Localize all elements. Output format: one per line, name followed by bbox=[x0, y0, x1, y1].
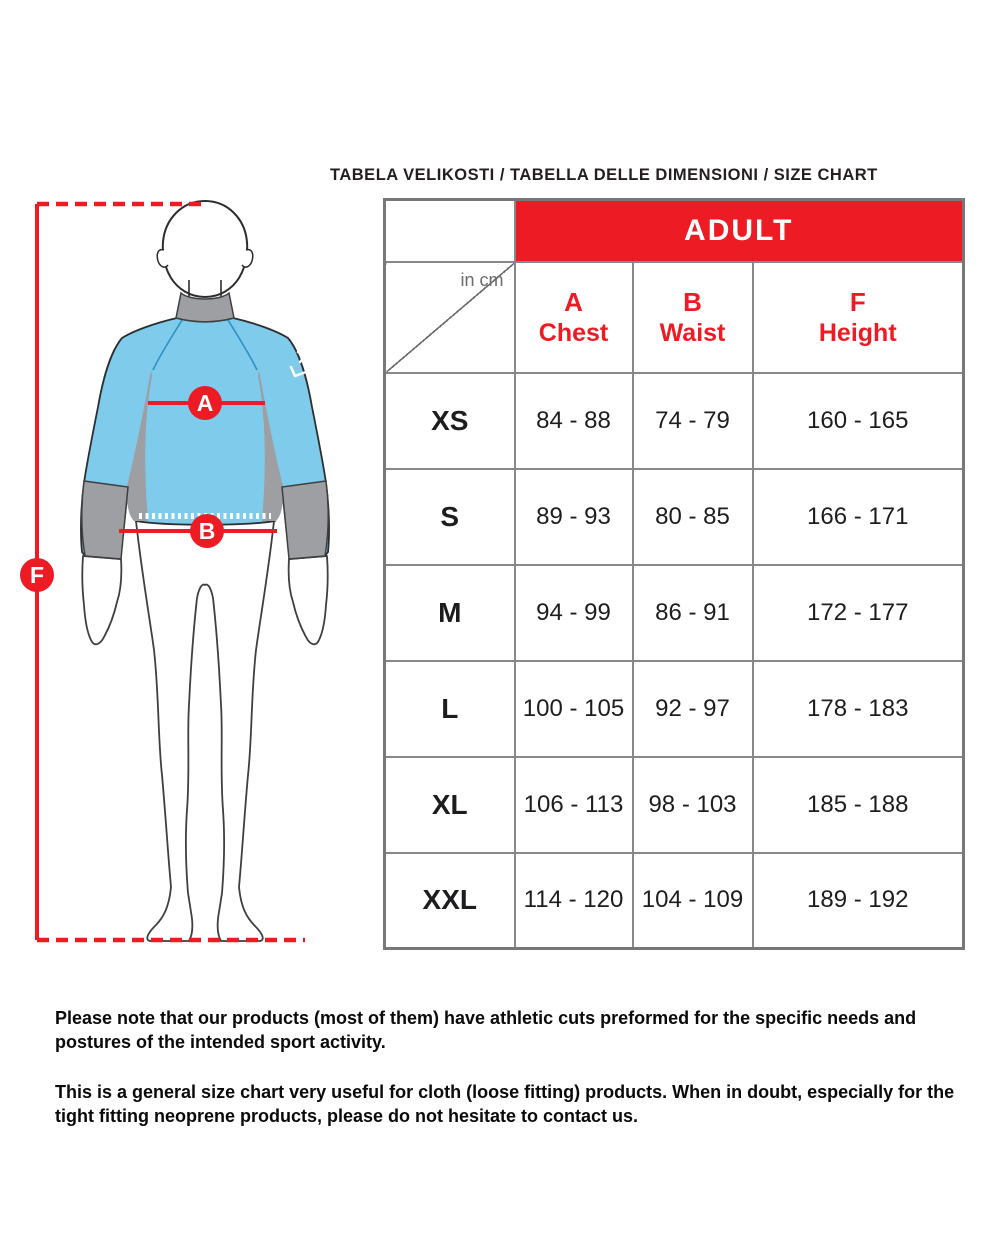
page-title: TABELA VELIKOSTI / TABELLA DELLE DIMENSIONI / SIZE CHART bbox=[330, 166, 878, 184]
waist-value: 98 - 103 bbox=[633, 757, 753, 853]
height-value: 189 - 192 bbox=[753, 853, 964, 949]
waist-value: 92 - 97 bbox=[633, 661, 753, 757]
mannequin-diagram bbox=[15, 190, 360, 960]
height-value: 178 - 183 bbox=[753, 661, 964, 757]
right-hand bbox=[289, 556, 328, 644]
waist-marker-label: B bbox=[198, 518, 216, 544]
adult-banner: ADULT bbox=[515, 200, 964, 263]
size-label: XXL bbox=[385, 853, 515, 949]
waist-value: 86 - 91 bbox=[633, 565, 753, 661]
body-legs bbox=[136, 521, 274, 941]
unit-label: in cm bbox=[460, 270, 504, 291]
corner-blank-cell bbox=[385, 200, 515, 263]
left-cuff bbox=[82, 481, 128, 559]
chest-value: 114 - 120 bbox=[515, 853, 633, 949]
waist-value: 74 - 79 bbox=[633, 373, 753, 469]
table-row-l bbox=[385, 661, 964, 757]
table-group-header-row bbox=[385, 200, 964, 263]
note-athletic-cuts: Please note that our products (most of them) have athletic cuts preformed for the specific needs and postures of the intended sport activity. bbox=[55, 1008, 917, 1052]
right-cuff bbox=[282, 481, 328, 559]
chest-value: 89 - 93 bbox=[515, 469, 633, 565]
column-letter: F bbox=[849, 286, 866, 317]
note-general-chart: This is a general size chart very useful for cloth (loose fitting) products. When in doubt, especially for the tight fitting neoprene products, please do not hesitate to contact us. bbox=[55, 1082, 955, 1126]
height-marker bbox=[20, 558, 54, 592]
chest-marker-label: A bbox=[196, 390, 214, 416]
column-name: Height bbox=[818, 318, 897, 347]
chest-value: 94 - 99 bbox=[515, 565, 633, 661]
column-letter: A bbox=[564, 286, 583, 317]
size-label: L bbox=[385, 661, 515, 757]
table-row-xxl bbox=[385, 853, 964, 949]
waist-value: 80 - 85 bbox=[633, 469, 753, 565]
table-column-header-row bbox=[385, 262, 964, 373]
size-label: XL bbox=[385, 757, 515, 853]
column-header-height bbox=[753, 262, 964, 373]
column-name: Chest bbox=[538, 318, 609, 347]
chest-value: 100 - 105 bbox=[515, 661, 633, 757]
measurement-figure bbox=[15, 190, 360, 960]
height-marker-label: F bbox=[29, 562, 45, 588]
column-header-chest bbox=[515, 262, 633, 373]
table-row-s bbox=[385, 469, 964, 565]
table-row-xs bbox=[385, 373, 964, 469]
height-value: 185 - 188 bbox=[753, 757, 964, 853]
size-label: M bbox=[385, 565, 515, 661]
height-value: 172 - 177 bbox=[753, 565, 964, 661]
size-label: XS bbox=[385, 373, 515, 469]
column-letter: B bbox=[683, 286, 702, 317]
table-row-m bbox=[385, 565, 964, 661]
height-value: 166 - 171 bbox=[753, 469, 964, 565]
table-row-xl bbox=[385, 757, 964, 853]
waist-value: 104 - 109 bbox=[633, 853, 753, 949]
unit-corner-cell bbox=[385, 262, 515, 373]
head bbox=[163, 201, 247, 297]
chest-value: 106 - 113 bbox=[515, 757, 633, 853]
footnotes bbox=[55, 1006, 967, 1154]
column-header-waist bbox=[633, 262, 753, 373]
size-label: S bbox=[385, 469, 515, 565]
height-value: 160 - 165 bbox=[753, 373, 964, 469]
column-name: Waist bbox=[659, 318, 726, 347]
size-table bbox=[383, 198, 965, 950]
chest-value: 84 - 88 bbox=[515, 373, 633, 469]
left-hand bbox=[82, 556, 121, 644]
